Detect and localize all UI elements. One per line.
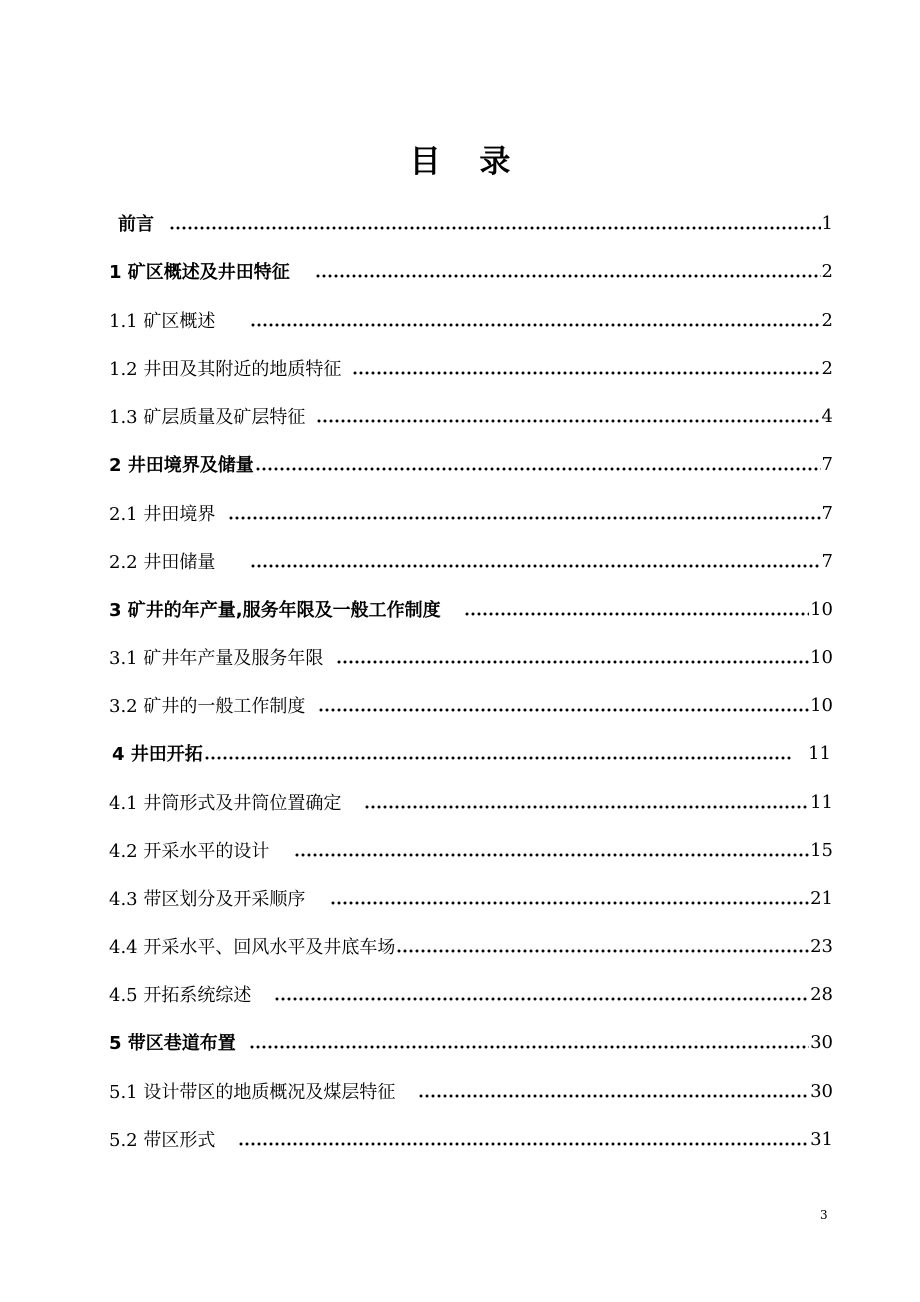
toc-entry-label: 3.2 矿井的一般工作制度: [109, 696, 306, 717]
toc-entry[interactable]: [109, 1124, 833, 1154]
page-number: 3: [820, 1208, 828, 1222]
toc-entry-label: 4.1 井筒形式及井筒位置确定: [109, 793, 342, 814]
toc-entry-page: 10: [810, 598, 833, 620]
toc-entry-label: 5.1 设计带区的地质概况及煤层特征: [109, 1082, 396, 1103]
toc-entry-page: 2: [821, 309, 833, 331]
toc-entry-page: 10: [810, 694, 833, 716]
toc-entry-label: 2 井田境界及储量: [109, 455, 254, 476]
toc-entry[interactable]: [109, 498, 833, 528]
toc-entry-page: 21: [810, 887, 833, 909]
toc-leader-dots: [318, 690, 809, 720]
toc-leader-dots: [169, 208, 821, 238]
toc-entry[interactable]: [109, 931, 833, 961]
toc-entry-label: 2.1 井田境界: [109, 504, 216, 525]
toc-entry-page: 10: [810, 646, 833, 668]
toc-leader-dots: [274, 979, 809, 1009]
toc-entry-label: 1 矿区概述及井田特征: [109, 262, 290, 283]
toc-entry-label: 4 井田开拓: [112, 744, 203, 765]
toc-leader-dots: [396, 931, 809, 961]
toc-entry[interactable]: [109, 835, 833, 865]
toc-entry-label: 1.2 井田及其附近的地质特征: [109, 359, 342, 380]
toc-entry-page: 31: [810, 1128, 833, 1150]
toc-entry-page: 11: [808, 742, 831, 764]
toc-entry-page: 7: [821, 502, 833, 524]
toc-entry-label: 4.4 开采水平、回风水平及井底车场: [109, 937, 396, 958]
toc-leader-dots: [294, 835, 809, 865]
toc-leader-dots: [418, 1076, 809, 1106]
toc-entry-page: 30: [810, 1080, 833, 1102]
toc-entry[interactable]: [109, 401, 833, 431]
toc-entry-label: 5 带区巷道布置: [109, 1033, 236, 1054]
toc-entry-page: 15: [810, 839, 833, 861]
toc-entry[interactable]: [109, 353, 833, 383]
toc-entry[interactable]: [109, 1076, 833, 1106]
toc-entry[interactable]: [109, 642, 833, 672]
toc-entry[interactable]: [118, 208, 833, 238]
toc-entry-page: 2: [821, 357, 833, 379]
toc-leader-dots: [364, 787, 809, 817]
toc-entry-page: 7: [821, 453, 833, 475]
toc-leader-dots: [250, 305, 820, 335]
toc-entry-page: 28: [810, 983, 833, 1005]
toc-entry[interactable]: [109, 1027, 833, 1057]
toc-leader-dots: [464, 594, 809, 624]
page-title: 目 录: [409, 144, 525, 180]
toc-entry[interactable]: [112, 738, 833, 768]
toc-leader-dots: [315, 256, 821, 286]
toc-leader-dots: [238, 1124, 809, 1154]
toc-entry-label: 3.1 矿井年产量及服务年限: [109, 648, 324, 669]
toc-entry-label: 5.2 带区形式: [109, 1130, 216, 1151]
toc-leader-dots: [250, 546, 820, 576]
toc-entry[interactable]: [109, 546, 833, 576]
toc-entry-page: 7: [821, 550, 833, 572]
toc-entry-page: 11: [810, 791, 833, 813]
toc-entry[interactable]: [109, 690, 833, 720]
toc-entry[interactable]: [109, 305, 833, 335]
toc-leader-dots: [249, 1027, 809, 1057]
toc-entry-page: 30: [810, 1031, 833, 1053]
toc-leader-dots: [330, 883, 809, 913]
toc-entry[interactable]: [109, 256, 833, 286]
toc-entry-label: 4.3 带区划分及开采顺序: [109, 889, 306, 910]
toc-leader-dots: [255, 449, 821, 479]
toc-entry[interactable]: [109, 979, 833, 1009]
toc-entry[interactable]: [109, 449, 833, 479]
toc-entry-page: 23: [810, 935, 833, 957]
toc-entry[interactable]: [109, 883, 833, 913]
toc-entry-page: 4: [821, 405, 833, 427]
toc-entry-label: 前言: [118, 214, 154, 235]
toc-entry[interactable]: [109, 594, 833, 624]
toc-entry-label: 2.2 井田储量: [109, 552, 216, 573]
toc-entry-label: 1.3 矿层质量及矿层特征: [109, 407, 306, 428]
toc-leader-dots: [204, 738, 793, 768]
toc-entry-label: 4.5 开拓系统综述: [109, 985, 252, 1006]
toc-leader-dots: [316, 401, 820, 431]
toc-entry[interactable]: [109, 787, 833, 817]
toc-entry-page: 2: [821, 260, 833, 282]
toc-entry-label: 4.2 开采水平的设计: [109, 841, 270, 862]
toc-entry-page: 1: [821, 212, 833, 234]
toc-leader-dots: [228, 498, 820, 528]
toc-leader-dots: [336, 642, 809, 672]
toc-entry-label: 3 矿井的年产量,服务年限及一般工作制度: [109, 600, 441, 621]
toc-entry-label: 1.1 矿区概述: [109, 311, 216, 332]
toc-leader-dots: [352, 353, 820, 383]
